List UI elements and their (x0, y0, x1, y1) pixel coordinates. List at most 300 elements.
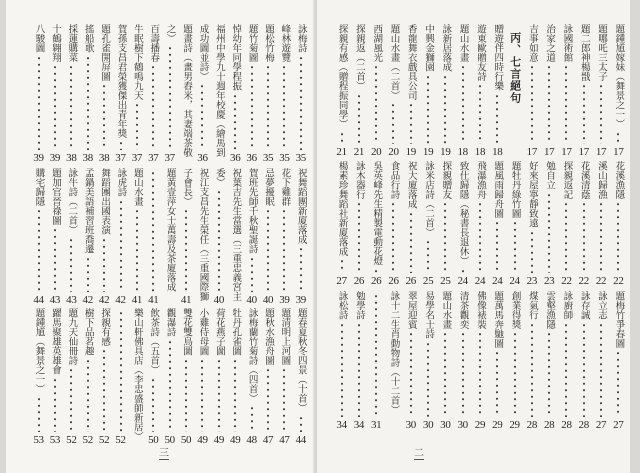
dot-leader (599, 322, 603, 418)
toc-entry (402, 24, 419, 158)
toc-entry (333, 161, 350, 287)
entry-title: 福州中學九十週年校慶（繪馬到 (213, 24, 225, 157)
entry-title: 十鶴翱翔 (49, 24, 61, 62)
entry-page-number: 27 (613, 419, 624, 431)
dot-leader (409, 331, 413, 417)
toc-entry (523, 291, 540, 431)
dot-leader (102, 348, 106, 432)
entry-page-number: 22 (578, 275, 589, 287)
entry-page-number: 25 (422, 275, 434, 287)
entry-title: 吉事如意 (526, 24, 538, 62)
entry-page-number: 40 (262, 294, 274, 306)
page-number: 二 (414, 448, 424, 459)
dot-leader (299, 415, 303, 433)
dot-leader (37, 396, 41, 433)
dot-leader (599, 83, 603, 144)
entry-title: 探親返（二首） (353, 24, 365, 91)
entry-title: 飲茶詩（五首） (148, 308, 160, 375)
entry-page-number: 17 (578, 146, 589, 158)
dot-leader (478, 331, 482, 417)
dot-leader (86, 358, 90, 433)
toc-entry (96, 24, 112, 164)
dot-leader (547, 192, 551, 274)
toc-entry (47, 24, 63, 164)
dot-leader (616, 350, 620, 417)
toc-entry (506, 161, 523, 287)
entry-page-number: 19 (422, 146, 434, 158)
dot-leader (374, 293, 378, 417)
entry-page-number: 30 (440, 419, 451, 431)
toc-entry (80, 24, 96, 164)
dot-leader (102, 237, 106, 293)
dot-leader (478, 201, 482, 273)
dot-leader (582, 322, 586, 418)
toc-entry (194, 308, 210, 446)
toc-section-bottom (333, 291, 627, 431)
entry-title: 賀班先師千秋聖誕詩 (246, 168, 258, 254)
entry-page-number: 20 (388, 146, 399, 158)
toc-entry (368, 291, 385, 431)
entry-page-number: 21 (353, 146, 365, 158)
toc-entry (80, 168, 96, 306)
toc-entry (350, 291, 367, 431)
entry-title: 煤氣行 (526, 291, 538, 320)
toc-entry (333, 24, 350, 158)
dot-leader (53, 227, 57, 292)
entry-title: 詠牛詩（二首） (66, 168, 78, 235)
entry-page-number: 44 (33, 294, 44, 306)
dot-leader (409, 211, 413, 274)
entry-page-number: 36 (246, 152, 257, 164)
entry-page-number: 18 (457, 146, 468, 158)
toc-entry (30, 308, 46, 446)
dot-leader (443, 74, 447, 145)
entry-page-number: 35 (295, 152, 306, 164)
entry-title: 食品行詩 (388, 161, 400, 199)
toc-entry (276, 308, 292, 446)
toc-entry (471, 24, 488, 158)
entry-page-number: 30 (457, 419, 468, 431)
entry-title: 詠廚師 (561, 291, 573, 320)
entry-title: 題鍾馗嫁妹（舞景之一） (613, 24, 625, 129)
entry-page-number: 21 (336, 146, 347, 158)
entry-page-number: 18 (474, 146, 486, 158)
toc-entry (145, 308, 161, 446)
toc-entry (211, 168, 227, 306)
dot-leader (151, 377, 155, 433)
toc-entry (161, 168, 177, 306)
dot-leader (299, 246, 303, 292)
dot-leader (530, 64, 534, 144)
entry-title: 成功圖並詩） (197, 24, 209, 81)
entry-page-number: 25 (440, 275, 451, 287)
entry-page-number: 52 (115, 434, 126, 446)
dot-leader (461, 64, 465, 144)
entry-title: 搖船歌 (82, 24, 94, 53)
dot-leader (217, 358, 221, 433)
dot-leader (374, 64, 378, 144)
dot-leader (564, 201, 568, 273)
entry-page-number: 17 (595, 146, 607, 158)
entry-page-number: 37 (164, 152, 175, 164)
toc-entry (419, 24, 436, 158)
entry-page-number: 43 (49, 294, 61, 306)
entry-page-number: 29 (492, 419, 503, 431)
entry-page-number: 53 (33, 434, 44, 446)
dot-leader (443, 201, 447, 273)
entry-title: 舞蹈團出國表演 (99, 168, 111, 235)
toc-entry (419, 291, 436, 431)
toc-entry (243, 24, 259, 164)
entry-title: 詠存誠 (578, 291, 590, 320)
toc-entry (523, 24, 540, 158)
toc-entry (454, 24, 471, 158)
dot-leader (250, 405, 254, 432)
toc-entry (243, 308, 259, 446)
entry-title: 題哪吒三太子 (596, 24, 608, 81)
toc-entry (610, 291, 627, 431)
entry-title: 題二郎神楊戩 (578, 24, 590, 81)
toc-entry (610, 24, 627, 158)
dot-leader (37, 208, 41, 292)
entry-title: 題山水畫 (131, 168, 143, 206)
toc-entry (30, 168, 46, 306)
toc-entry (112, 24, 128, 164)
dot-leader (616, 201, 620, 273)
entry-title: 荷花燕子圖 (213, 308, 225, 356)
toc-entry (437, 24, 454, 158)
dot-leader (357, 201, 361, 273)
entry-title: 題鍾馗（舞景之一） (33, 308, 45, 394)
toc-entry (227, 308, 243, 446)
dot-leader (37, 55, 41, 151)
entry-title: 致仕歸隱（秘書長退休） (457, 161, 469, 266)
dot-leader (357, 322, 361, 418)
entry-page-number: 37 (115, 152, 126, 164)
dot-leader (266, 208, 270, 292)
toc-entry (575, 291, 592, 431)
toc-entry (47, 308, 63, 446)
dot-leader (616, 131, 620, 145)
dot-leader (495, 220, 499, 273)
entry-title: 詠新居落成 (440, 24, 452, 72)
entry-title: 吳英峰先生精製電動花燈 (371, 161, 383, 266)
entry-title: 百壽播春 (148, 24, 160, 62)
entry-page-number: 47 (279, 434, 290, 446)
toc-entry (592, 291, 609, 431)
entry-page-number: 23 (526, 275, 538, 287)
entry-page-number: 39 (279, 294, 290, 306)
entry-page-number: 20 (370, 146, 382, 158)
entry-page-number: 30 (422, 419, 434, 431)
dot-leader (119, 199, 123, 293)
entry-page-number: 35 (262, 152, 274, 164)
toc-entry (541, 291, 558, 431)
entry-title: 探親返記 (561, 161, 573, 199)
entry-title: 探親贈友 (440, 161, 452, 199)
entry-page-number: 29 (474, 419, 486, 431)
dot-leader (564, 322, 568, 418)
entry-title: 題清明上河圖 (279, 308, 291, 365)
toc-entry (178, 308, 194, 446)
entry-title: 題黃壹萍女士萬壽及茶廈落成 (164, 168, 176, 292)
entry-page-number: 24 (457, 275, 468, 287)
dot-leader (564, 64, 568, 144)
entry-title: 花溪清蔭 (578, 161, 590, 199)
toc-entry (419, 161, 436, 287)
dot-leader (461, 331, 465, 417)
entry-title: 題加官晉祿圖 (49, 168, 61, 225)
dot-leader (599, 201, 603, 273)
dot-leader (266, 64, 270, 150)
dot-leader (547, 331, 551, 417)
entry-page-number: 28 (578, 419, 589, 431)
entry-title: 牡丹孔雀圖 (230, 308, 242, 356)
entry-title: 贈遊伴四時行樂 (492, 24, 504, 91)
entry-page-number: 49 (213, 434, 225, 446)
dot-leader (168, 339, 172, 433)
entry-page-number: 22 (595, 275, 607, 287)
entry-title: 題山水畫 (440, 291, 452, 329)
entry-title: 探親有感 (99, 308, 111, 346)
dot-leader (582, 83, 586, 144)
entry-page-number: 42 (115, 294, 126, 306)
dot-leader (69, 64, 73, 150)
entry-page-number: 43 (66, 294, 77, 306)
toc-entry (592, 24, 609, 158)
toc-entry (471, 291, 488, 431)
dot-leader (426, 239, 430, 273)
dot-leader (266, 367, 270, 432)
toc-section-top (30, 24, 309, 164)
toc-entry (293, 168, 309, 306)
toc-entry (227, 168, 243, 306)
entry-title: 賀孫支昌君榮獲傑出青年獎 (115, 24, 127, 138)
entry-page-number: 28 (526, 419, 538, 431)
entry-page-number: 24 (509, 275, 520, 287)
entry-page-number: 34 (336, 419, 347, 431)
entry-title: 題牡丹綠竹圖 (509, 161, 521, 218)
entry-title: 委） (213, 168, 225, 187)
entry-title: 詠國術館 (561, 24, 573, 62)
dot-leader (250, 64, 254, 150)
toc-entry (402, 161, 419, 287)
entry-title: 題風雨歸舟圖 (492, 161, 504, 218)
entry-page-number: 34 (353, 419, 365, 431)
toc-entry (558, 161, 575, 287)
entry-page-number: 42 (98, 294, 110, 306)
entry-title: 八駿圖 (33, 24, 45, 53)
entry-title: 詠虎詩 (115, 168, 127, 197)
toc-entry (161, 24, 177, 164)
entry-page-number: 37 (131, 152, 143, 164)
entry-title: 孟鍋美語補習班喬遷 (82, 168, 94, 254)
dot-leader (168, 45, 172, 150)
toc-entry (129, 308, 145, 446)
entry-page-number: 30 (405, 419, 416, 431)
entry-page-number: 17 (543, 146, 555, 158)
dot-leader (119, 310, 123, 432)
entry-page-number: 41 (131, 294, 143, 306)
toc-section-bottom (30, 308, 309, 446)
toc-entry (47, 168, 63, 306)
entry-page-number: 27 (336, 275, 347, 287)
entry-page-number: 36 (230, 152, 241, 164)
toc-entry (368, 24, 385, 158)
entry-title: 忌夢擾眠 (263, 168, 275, 206)
entry-title: 易學名士詩 (423, 291, 435, 339)
entry-page-number: 18 (492, 146, 503, 158)
entry-page-number: 31 (370, 419, 382, 431)
entry-page-number: 38 (82, 152, 93, 164)
dot-leader (513, 220, 517, 273)
dot-leader (69, 237, 73, 293)
entry-page-number: 41 (180, 294, 192, 306)
entry-page-number: 19 (440, 146, 451, 158)
dot-leader (530, 322, 534, 418)
entry-title: 詠木器行 (353, 161, 365, 199)
toc-entry (227, 24, 243, 164)
dot-leader (426, 341, 430, 418)
entry-title: 詠米店詩（二首） (423, 161, 435, 237)
entry-title: 詠松詩 (336, 291, 348, 320)
toc-entry (161, 308, 177, 446)
entry-title: 詠十二生肖動物詩（十二首） (388, 291, 400, 415)
dot-leader (184, 208, 188, 292)
section-heading-column (506, 24, 523, 158)
toc-entry (293, 24, 309, 164)
entry-page-number: 36 (197, 152, 208, 164)
entry-title: 創業得獎 (509, 291, 521, 329)
entry-title: 雲壑漁隱 (544, 291, 556, 329)
entry-page-number: 24 (474, 275, 486, 287)
dot-leader (151, 64, 155, 150)
dot-leader (86, 256, 90, 293)
left-page (6, 0, 315, 473)
entry-page-number: 19 (405, 146, 416, 158)
toc-entry (80, 308, 96, 446)
entry-title: 詠立志 (596, 291, 608, 320)
toc-entry (145, 24, 161, 164)
toc-entry (592, 161, 609, 287)
entry-page-number: 23 (543, 275, 555, 287)
dot-leader (409, 102, 413, 144)
dot-leader (282, 367, 286, 432)
dot-leader (184, 358, 188, 433)
dot-leader (340, 322, 344, 418)
entry-page-number: 22 (561, 275, 572, 287)
dot-leader (357, 93, 361, 145)
dot-leader (86, 55, 90, 151)
entry-title: 花下雞群 (279, 168, 291, 206)
entry-title: 之） (164, 24, 176, 43)
toc-entry (558, 291, 575, 431)
entry-title: 好來屋寧靜致遠 (526, 161, 538, 228)
toc-entry (178, 168, 194, 306)
dot-leader (426, 74, 430, 145)
entry-title: 題山水畫 (457, 24, 469, 62)
entry-title: 題九天仙冊詩 (66, 308, 78, 365)
entry-title: 題萬馬奔馳圖 (492, 291, 504, 348)
toc-entry (260, 24, 276, 164)
entry-page-number: 28 (561, 419, 572, 431)
dot-leader (53, 64, 57, 150)
toc-entry (96, 308, 112, 446)
dot-leader (250, 256, 254, 293)
entry-page-number: 26 (388, 275, 399, 287)
entry-title: 翠屋迎賓 (405, 291, 417, 329)
entry-page-number: 40 (246, 294, 257, 306)
dot-leader (69, 367, 73, 432)
entry-title: 子會長） (181, 168, 193, 206)
entry-title: 題秋水漁舟圖 (263, 308, 275, 365)
toc-entry (63, 24, 79, 164)
entry-page-number: 26 (353, 275, 365, 287)
toc-entry (63, 168, 79, 306)
toc-entry (194, 168, 210, 306)
section-heading: 丙、七言絕句 (508, 32, 522, 104)
dot-leader (102, 83, 106, 150)
entry-title: 治家之道 (544, 24, 556, 62)
entry-title: 雙花雙鳥圖 (181, 308, 193, 356)
toc-entry (541, 24, 558, 158)
right-page (317, 0, 630, 473)
entry-title: 小雞侍母圖 (197, 308, 209, 356)
entry-page-number: 28 (543, 419, 555, 431)
entry-title: 題山水畫（二首） (388, 24, 400, 100)
dot-leader (391, 102, 395, 144)
entry-page-number: 17 (613, 146, 624, 158)
entry-page-number: 37 (148, 152, 159, 164)
entry-title: 飛瀑漁舟 (474, 161, 486, 199)
entry-title: 題畫詩（畫男舂米，其妻端茶敬 (181, 24, 193, 157)
toc-entry (63, 308, 79, 446)
toc-entry (129, 168, 145, 306)
entry-page-number: 50 (164, 434, 175, 446)
entry-title: 樂山軒佛具店（李忠盛師新居） (131, 308, 143, 441)
toc-entry (385, 24, 402, 158)
toc-entry (368, 161, 385, 287)
entry-title: 祝大廈落成 (405, 161, 417, 209)
entry-page-number: 38 (98, 152, 110, 164)
entry-title: 祝江支昌先生榮任（三重國際獅 (197, 168, 209, 301)
toc-entry (260, 308, 276, 446)
dot-leader (513, 331, 517, 417)
entry-page-number: 17 (526, 146, 538, 158)
dot-leader (461, 268, 465, 274)
entry-title: 悼幼年同學程振 (230, 24, 242, 91)
entry-page-number: 52 (66, 434, 77, 446)
toc-entry (489, 291, 506, 431)
toc-entry (541, 161, 558, 287)
dot-leader (200, 358, 204, 433)
dot-leader (135, 102, 139, 150)
entry-page-number: 41 (148, 294, 159, 306)
toc-entry (575, 161, 592, 287)
entry-title: 題梅竹爭春圖 (613, 291, 625, 348)
dot-leader (443, 331, 447, 417)
entry-page-number: 27 (595, 419, 607, 431)
dot-leader (233, 93, 237, 151)
entry-page-number: 42 (82, 294, 93, 306)
toc-entry (558, 24, 575, 158)
entry-page-number: 24 (492, 275, 503, 287)
dot-leader (151, 170, 155, 292)
dot-leader (200, 83, 204, 150)
toc-entry (112, 168, 128, 306)
entry-page-number: 26 (405, 275, 416, 287)
entry-page-number: 47 (262, 434, 274, 446)
